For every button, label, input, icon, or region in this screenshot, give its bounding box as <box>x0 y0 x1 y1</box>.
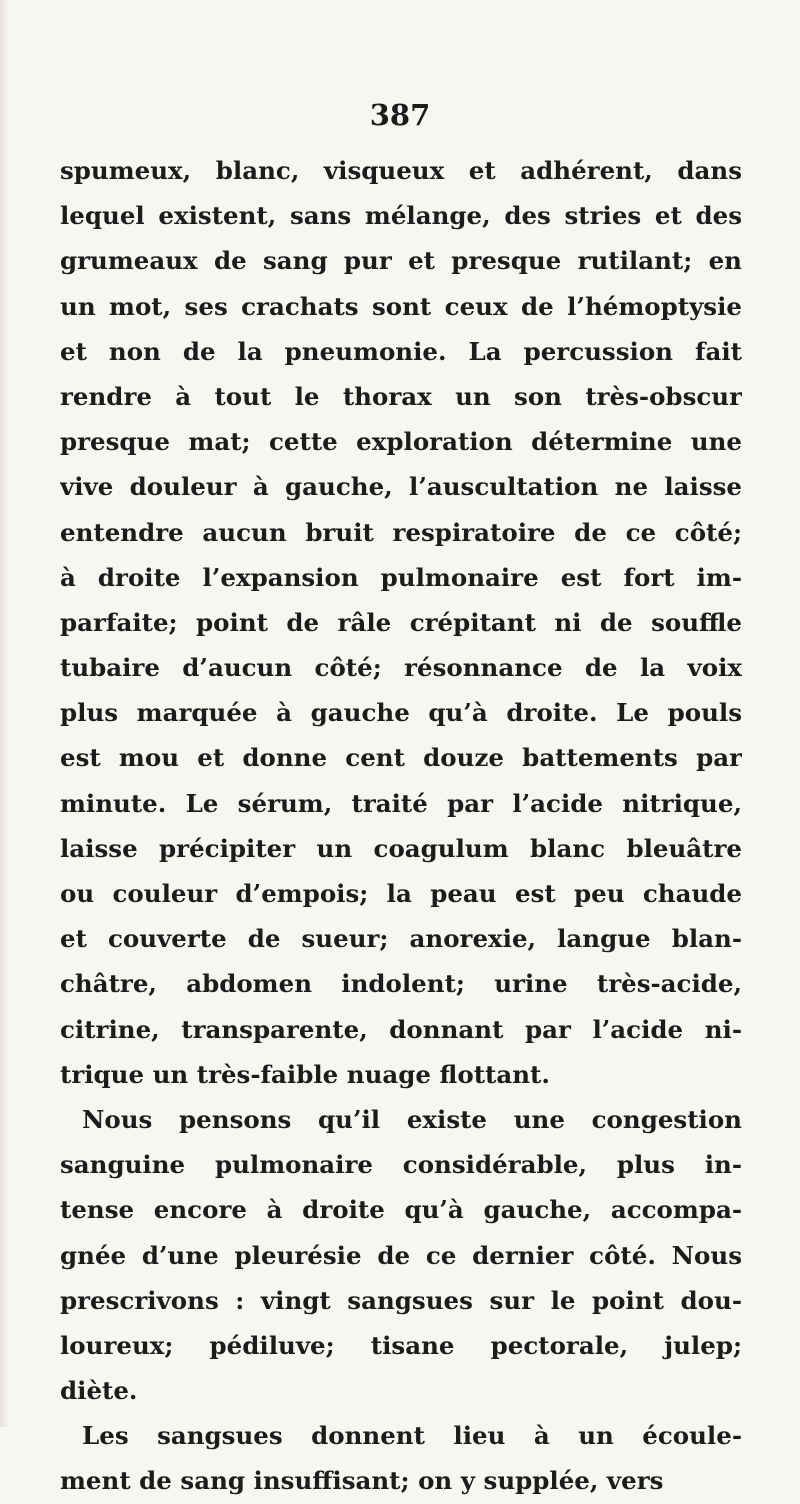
text-line: châtre, abdomen indolent; urine très-acide, <box>60 969 742 999</box>
text-line: rendre à tout le thorax un son très-obscur <box>60 381 742 411</box>
text-line: grumeaux de sang pur et presque rutilant; en <box>60 246 742 276</box>
text-line: et couverte de sueur; anorexie, langue blan- <box>60 924 742 954</box>
text-line: un mot, ses crachats sont ceux de l’hémoptysie <box>60 291 742 321</box>
text-line: diète. <box>60 1376 138 1406</box>
paragraph-first-line: Nous pensons qu’il existe une congestion <box>82 1104 742 1134</box>
page-binding-edge <box>0 0 10 1427</box>
text-line: tubaire d’aucun côté; résonnance de la voix <box>60 653 742 683</box>
body-text <box>60 148 742 1504</box>
page-number: 387 <box>369 98 431 132</box>
text-line: ou couleur d’empois; la peau est peu chaude <box>60 879 742 908</box>
text-line: gnée d’une pleurésie de ce dernier côté. Nous <box>60 1240 742 1270</box>
text-line: sanguine pulmonaire considérable, plus in- <box>60 1150 742 1180</box>
text-line: spumeux, blanc, visqueux et adhérent, dans <box>60 156 742 185</box>
text-line: est mou et donne cent douze battements par <box>60 743 742 773</box>
text-line: citrine, transparente, donnant par l’acide ni- <box>60 1014 742 1044</box>
text-line: laisse précipiter un coagulum blanc bleuâtre <box>60 833 742 863</box>
text-line: à droite l’expansion pulmonaire est fort im- <box>60 562 742 592</box>
text-line: plus marquée à gauche qu’à droite. Le pouls <box>60 698 742 728</box>
text-line: tense encore à droite qu’à gauche, accompa- <box>60 1195 742 1225</box>
text-line: parfaite; point de râle crépitant ni de souffle <box>60 607 742 637</box>
text-line: prescrivons : vingt sangsues sur le point dou- <box>60 1285 742 1315</box>
text-line: lequel existent, sans mélange, des stries et des <box>60 201 742 231</box>
text-line: ment de sang insuffisant; on y supplée, vers <box>60 1466 664 1496</box>
text-line: trique un très-faible nuage flottant. <box>60 1059 550 1089</box>
text-line: vive douleur à gauche, l’auscultation ne laisse <box>60 472 742 502</box>
text-line: et non de la pneumonie. La percussion fait <box>60 336 742 366</box>
text-line: presque mat; cette exploration détermine une <box>60 427 742 457</box>
text-line: entendre aucun bruit respiratoire de ce côté; <box>60 517 742 547</box>
paragraph-first-line: Les sangsues donnent lieu à un écoule- <box>82 1421 742 1451</box>
text-line: minute. Le sérum, traité par l’acide nitrique, <box>60 788 742 818</box>
text-line: loureux; pédiluve; tisane pectorale, julep; <box>60 1330 742 1360</box>
